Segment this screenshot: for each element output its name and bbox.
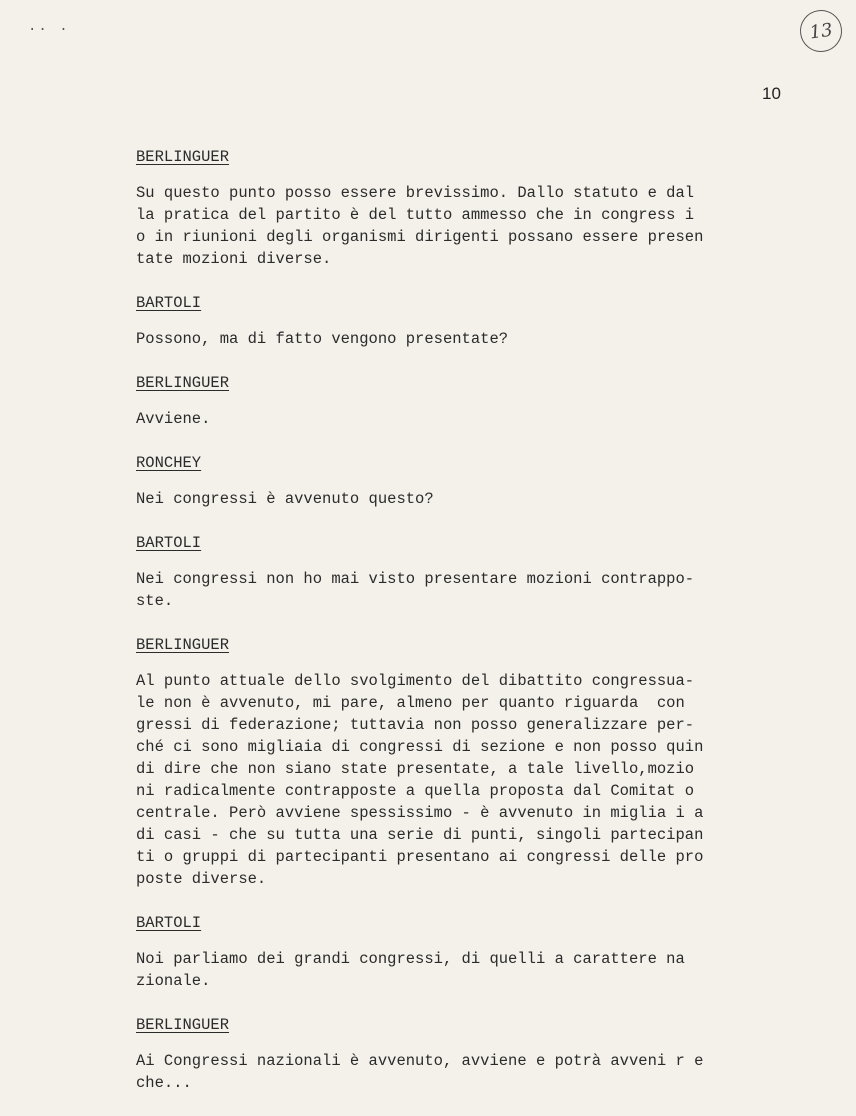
paper-specks: ·· · [28, 22, 70, 38]
speech-line: che... [136, 1074, 192, 1092]
transcript-body [136, 146, 786, 1116]
speech-line: ché ci sono migliaia di congressi di sezione e non posso quin [136, 738, 704, 756]
speech-line: Al punto attuale dello svolgimento del dibattito congressua- [136, 672, 695, 690]
speaker-name: BARTOLI [136, 914, 202, 932]
page-stamp: 13 [797, 7, 844, 54]
speech-line: tate mozioni diverse. [136, 250, 332, 268]
speaker-name: BARTOLI [136, 294, 202, 312]
speech-line: di casi - che su tutta una serie di punti, singoli partecipan [136, 826, 704, 844]
dialogue-block [136, 372, 786, 430]
dialogue-block [136, 146, 786, 270]
speech-line: gressi di federazione; tuttavia non posso generalizzare per- [136, 716, 695, 734]
dialogue-block [136, 452, 786, 510]
speaker-name: RONCHEY [136, 454, 202, 472]
speech-line: o in riunioni degli organismi dirigenti possano essere presen [136, 228, 704, 246]
dialogue-block [136, 912, 786, 992]
speech-line: centrale. Però avviene spessissimo - è avvenuto in miglia i a [136, 804, 704, 822]
speech-line: Possono, ma di fatto vengono presentate? [136, 330, 509, 348]
speech-line: le non è avvenuto, mi pare, almeno per quanto riguarda con [136, 694, 685, 712]
speech-line: ti o gruppi di partecipanti presentano ai congressi delle pro [136, 848, 704, 866]
page-number: 10 [762, 84, 781, 103]
speech-line: Ai Congressi nazionali è avvenuto, avviene e potrà avveni r e [136, 1052, 704, 1070]
speaker-name: BERLINGUER [136, 374, 230, 392]
dialogue-block [136, 1014, 786, 1094]
speech-line: poste diverse. [136, 870, 267, 888]
dialogue-block [136, 634, 786, 890]
speech-line: Avviene. [136, 410, 211, 428]
speaker-name: BERLINGUER [136, 1016, 230, 1034]
speaker-name: BARTOLI [136, 534, 202, 552]
speaker-name: BERLINGUER [136, 148, 230, 166]
speech-line: zionale. [136, 972, 211, 990]
speech-line: Nei congressi è avvenuto questo? [136, 490, 434, 508]
speech-line: Nei congressi non ho mai visto presentare mozioni contrappo- [136, 570, 695, 588]
speech-line: ste. [136, 592, 174, 610]
speech-line: ni radicalmente contrapposte a quella proposta dal Comitat o [136, 782, 695, 800]
dialogue-block [136, 292, 786, 350]
speaker-name: BERLINGUER [136, 636, 230, 654]
speech-line: la pratica del partito è del tutto ammesso che in congress i [136, 206, 695, 224]
speech-line: di dire che non siano state presentate, a tale livello,mozio [136, 760, 695, 778]
speech-line: Noi parliamo dei grandi congressi, di quelli a carattere na [136, 950, 685, 968]
dialogue-block [136, 532, 786, 612]
speech-line: Su questo punto posso essere brevissimo. Dallo statuto e dal [136, 184, 695, 202]
